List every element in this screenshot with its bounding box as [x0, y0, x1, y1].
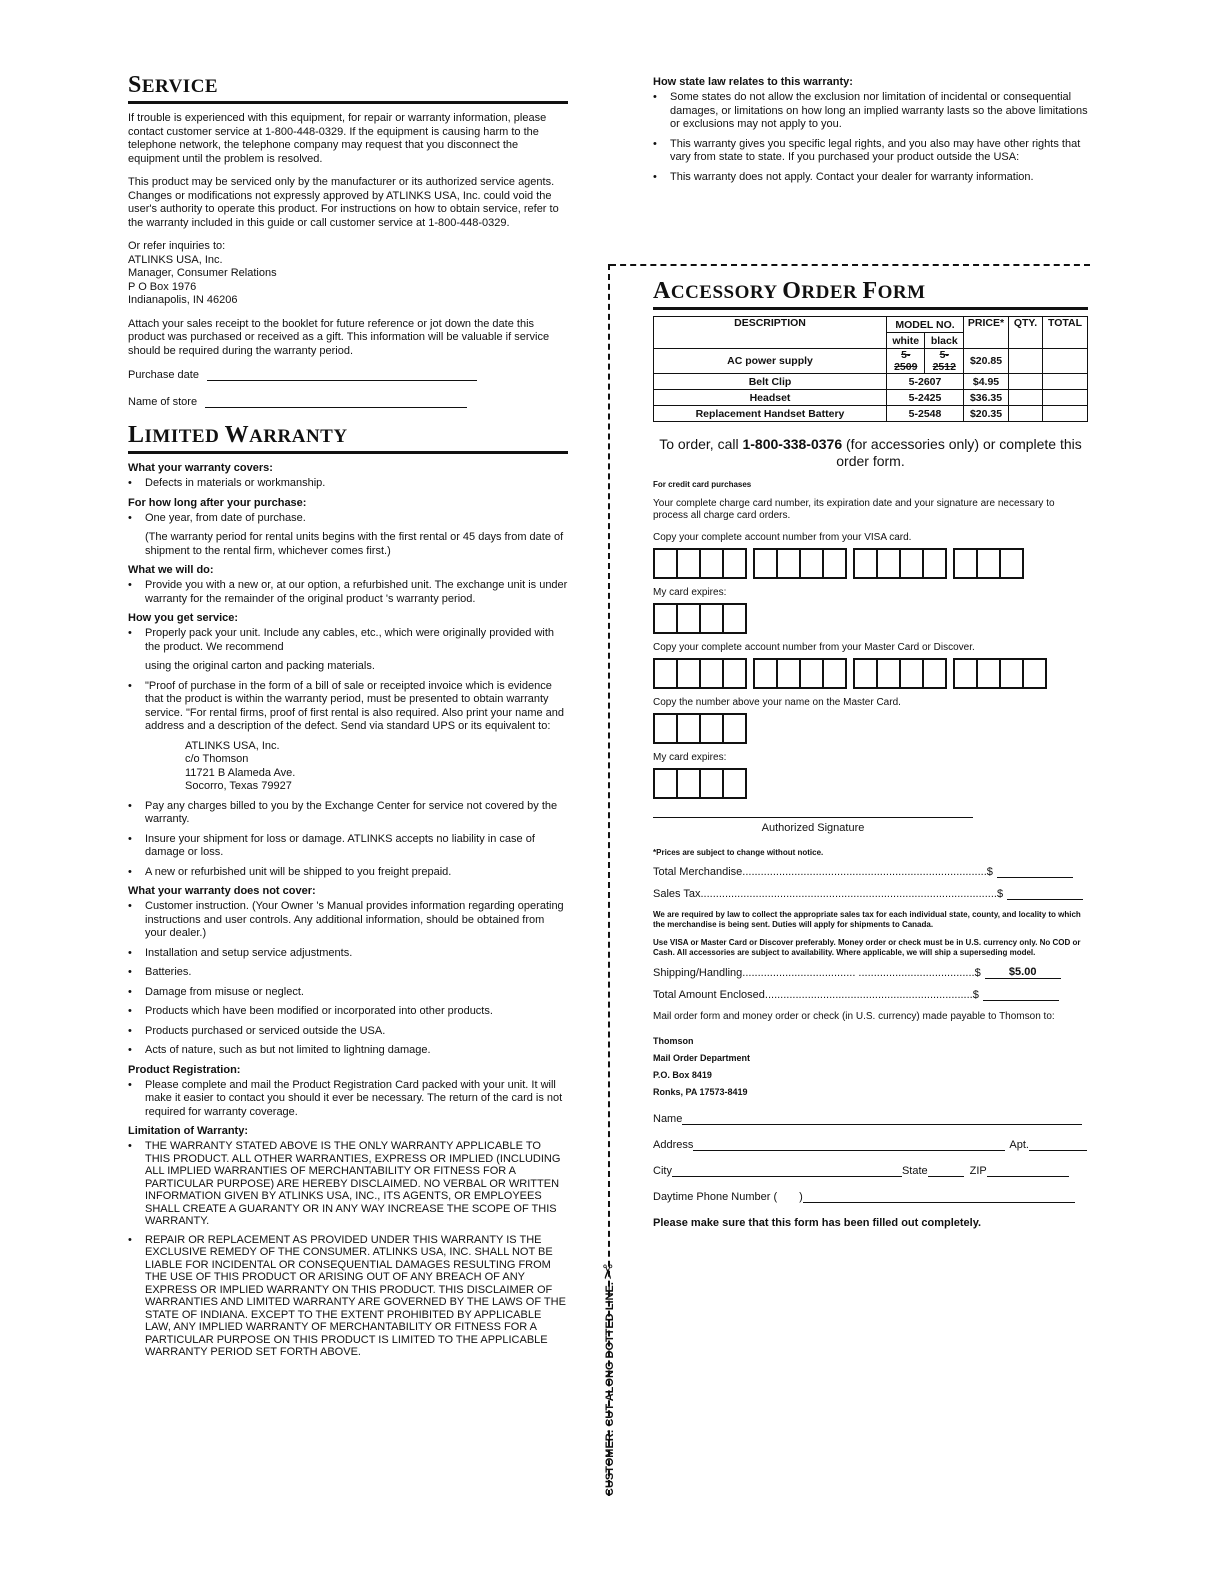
- signature-label: Authorized Signature: [761, 822, 865, 834]
- list-item-cont: using the original carton and packing materials.: [145, 660, 375, 672]
- mc-name-label: Copy the number above your name on the Master Card.: [653, 697, 901, 708]
- mc-copy-label: Copy your complete account number from your Master Card or Discover.: [653, 642, 975, 653]
- limitation-label: Limitation of Warranty:: [128, 1125, 248, 1137]
- willdo-label: What we will do:: [128, 564, 214, 576]
- list-item: • Defects in materials or workmanship.: [128, 477, 568, 491]
- credit-label: For credit card purchases: [653, 480, 752, 489]
- list-item: • Products purchased or serviced outside the USA.: [128, 1025, 568, 1039]
- list-item: • Acts of nature, such as but not limited to lightning damage.: [128, 1044, 568, 1058]
- left-column: [128, 72, 568, 1365]
- service-paragraph-1: If trouble is experienced with this equipment, for repair or warranty information, please contact customer service at 1-800-448-0329. If the equipment is causing harm to the telephone network, the telephone company may request that you disconnect the equipment until the problem is resolved.: [128, 112, 547, 165]
- prices-note: *Prices are subject to change without notice.: [653, 848, 824, 857]
- getservice-label: How you get service:: [128, 612, 239, 624]
- final-note: Please make sure that this form has been filled out completely.: [653, 1217, 982, 1229]
- address-field[interactable]: Address Apt.: [653, 1139, 1088, 1151]
- mail-address: Thomson Mail Order Department P.O. Box 8419 Ronks, PA 17573-8419: [653, 1036, 751, 1097]
- list-item: • Pay any charges billed to you by the Exchange Center for service not covered by the warranty.: [128, 800, 568, 827]
- list-item: • THE WARRANTY STATED ABOVE IS THE ONLY WARRANTY APPLICABLE TO THIS PRODUCT. ALL OTHER WARRANTIES, EXPRESS OR IMPLIED (INCLUDING ALL IMPLIED WARRANTIES OF MERCHANTABILITY OR FITNESS FOR A PARTICULAR PURPOSE) ARE HEREBY DISCLAIMED. NO VERBAL OR WRITTEN INFORMATION GIVEN BY ATLINKS USA, INC., ITS AGENTS, OR EMPLOYEES SHALL CREATE A GUARANTY OR IN ANY WAY INCREASE THE SCOPE OF THIS WARRANTY.: [128, 1140, 568, 1228]
- service-paragraph-2: This product may be serviced only by the manufacturer or its authorized service agents. Changes or modifications not expressly approved by ATLINKS USA, Inc. could void the user's authority to operate this product. For instructions on how to obtain service, refer to the warranty included in this guide or call customer service at 1-800-448-0329.: [128, 176, 559, 229]
- visa-expiry-boxes[interactable]: [653, 603, 1088, 634]
- list-item: • Please complete and mail the Product Registration Card packed with your unit. It will make it easier to contact you should it ever be necessary. The return of the card is not required for warranty coverage.: [128, 1079, 568, 1120]
- shipping-row: Shipping/Handling ..................................... ......................................$ $5.00: [653, 966, 1088, 979]
- header-price: PRICE*: [964, 317, 1009, 349]
- list-item: • Installation and setup service adjustments.: [128, 947, 568, 961]
- sales-tax-row[interactable]: Sales Tax .................................................................................................$: [653, 888, 1088, 900]
- mc-expiry-boxes[interactable]: [653, 768, 1088, 799]
- rental-note: (The warranty period for rental units begins with the first rental or 45 days from date of shipment to the rental firm, whichever comes first.): [145, 531, 564, 557]
- list-item: • Properly pack your unit. Include any cables, etc., which were originally provided with the product. We recommend: [128, 627, 568, 654]
- header-model: MODEL NO.: [887, 317, 964, 333]
- total-cell[interactable]: [1043, 374, 1088, 390]
- qty-cell[interactable]: [1009, 406, 1043, 422]
- scissors-icon: ✂: [595, 1263, 618, 1281]
- cut-instruction: CUSTOMER: CUT ALONG DOTTED LINE.: [604, 1282, 616, 1496]
- warranty-title: LIMITED WARRANTY: [128, 422, 568, 454]
- list-item: • This warranty gives you specific legal rights, and you also may have other rights that vary from state to state. If you purchased your product outside the USA:: [653, 138, 1093, 165]
- list-item: • Customer instruction. (Your Owner 's Manual provides information regarding operating instructions and user controls. Any additional information, should be obtained from your dealer.): [128, 900, 568, 941]
- header-black: black: [925, 333, 964, 349]
- purchase-date-field[interactable]: Purchase date: [128, 368, 568, 381]
- list-item: • This warranty does not apply. Contact your dealer for warranty information.: [653, 171, 1093, 185]
- list-item: • Damage from misuse or neglect.: [128, 986, 568, 1000]
- mail-text: Mail order form and money order or check (in U.S. currency) made payable to Thomson to:: [653, 1011, 1055, 1022]
- covers-label: What your warranty covers:: [128, 462, 273, 474]
- qty-cell[interactable]: [1009, 349, 1043, 374]
- qty-cell[interactable]: [1009, 390, 1043, 406]
- mc-name-boxes[interactable]: [653, 713, 1088, 744]
- table-row: Belt Clip 5-2607 $4.95: [654, 374, 1088, 390]
- city-state-zip-field[interactable]: City State ZIP: [653, 1165, 1088, 1177]
- header-description: DESCRIPTION: [654, 317, 887, 349]
- signature-line[interactable]: [653, 817, 973, 818]
- table-row: Replacement Handset Battery 5-2548 $20.35: [654, 406, 1088, 422]
- header-white: white: [887, 333, 925, 349]
- table-header-row: [654, 317, 1088, 333]
- ship-address: ATLINKS USA, Inc. c/o Thomson 11721 B Alameda Ave. Socorro, Texas 79927: [185, 739, 296, 792]
- list-item: • REPAIR OR REPLACEMENT AS PROVIDED UNDER THIS WARRANTY IS THE EXCLUSIVE REMEDY OF THE CONSUMER. ATLINKS USA, INC. SHALL NOT BE LIABLE FOR INCIDENTAL OR CONSEQUENTIAL DAMAGES RESULTING FROM THE USE OF THIS PRODUCT OR ARISING OUT OF ANY BREACH OF ANY EXPRESS OR IMPLIED WARRANTY ON THIS PRODUCT. THIS DISCLAIMER OF WARRANTIES AND LIMITED WARRANTY ARE GOVERNED BY THE LAWS OF THE STATE OF INDIANA. EXCEPT TO THE EXTENT PROHIBITED BY APPLICABLE LAW, ANY IMPLIED WARRANTY OF MERCHANTABILITY OR FITNESS FOR A PARTICULAR PURPOSE ON THIS PRODUCT IS LIMITED TO THE APPLICABLE WARRANTY PERIOD SET FORTH ABOVE.: [128, 1234, 568, 1359]
- to-order-text: To order, call 1-800-338-0376 (for accessories only) or complete this order form.: [659, 436, 1082, 469]
- service-paragraph-3: Attach your sales receipt to the booklet for future reference or jot down the date this product was purchased or received as a gift. This information will be valuable if service should be required during the warranty period.: [128, 317, 550, 357]
- table-row: Headset 5-2425 $36.35: [654, 390, 1088, 406]
- order-table: [653, 316, 1088, 422]
- visa-number-boxes[interactable]: [653, 548, 1088, 579]
- phone-field[interactable]: Daytime Phone Number ( ): [653, 1191, 1088, 1203]
- list-item: • Some states do not allow the exclusion nor limitation of incidental or consequential damages, or limitations on how long an implied warranty lasts so the above limitations or exclusions may not apply to you.: [653, 91, 1093, 132]
- registration-label: Product Registration:: [128, 1063, 241, 1076]
- expires-label-2: My card expires:: [653, 752, 727, 763]
- list-item: • One year, from date of purchase.: [128, 512, 568, 526]
- service-title: SERVICE: [128, 72, 568, 104]
- list-item: • Provide you with a new or, at our option, a refurbished unit. The exchange unit is under warranty for the remainder of the original product 's warranty period.: [128, 579, 568, 606]
- name-field[interactable]: Name: [653, 1113, 1088, 1125]
- qty-cell[interactable]: [1009, 374, 1043, 390]
- statelaw-label: How state law relates to this warranty:: [653, 76, 853, 88]
- notcover-label: What your warranty does not cover:: [128, 885, 316, 897]
- list-item: • Products which have been modified or incorporated into other products.: [128, 1005, 568, 1019]
- expires-label: My card expires:: [653, 587, 727, 598]
- total-merchandise-row[interactable]: Total Merchandise ................................................................................$: [653, 866, 1088, 878]
- total-cell[interactable]: [1043, 349, 1088, 374]
- total-cell[interactable]: [1043, 406, 1088, 422]
- total-enclosed-row[interactable]: Total Amount Enclosed ....................................................................$: [653, 989, 1088, 1001]
- credit-text: Your complete charge card number, its expiration date and your signature are necessary to process all charge card orders.: [653, 498, 1055, 521]
- table-row: AC power supply 5-2509 5-2512 $20.85: [654, 349, 1088, 374]
- list-item: • "Proof of purchase in the form of a bill of sale or receipted invoice which is evidence that the product is within the warranty period, must be presented to obtain warranty service. "For rental firms, proof of first rental is also required. Also print your name and address and a description of the defect. Send via standard UPS or its equivalent to:: [128, 680, 568, 734]
- tax-note: We are required by law to collect the appropriate sales tax for each individual state, county, and locality to which the merchandise is being sent. Duties will apply for shipments to Canada.: [653, 910, 1081, 929]
- mc-number-boxes[interactable]: [653, 658, 1088, 689]
- payment-note: Use VISA or Master Card or Discover preferably. Money order or check must be in U.S. currency only. No COD or Cash. All accessories are subject to availability. Where applicable, we will ship a superseding model.: [653, 938, 1081, 957]
- total-cell[interactable]: [1043, 390, 1088, 406]
- cut-line-horizontal: [610, 264, 1090, 266]
- order-form-title: ACCESSORY ORDER FORM: [653, 278, 1088, 310]
- header-total: TOTAL: [1043, 317, 1088, 349]
- header-qty: QTY.: [1009, 317, 1043, 349]
- name-of-store-field[interactable]: Name of store: [128, 395, 568, 408]
- list-item: • Insure your shipment for loss or damage. ATLINKS accepts no liability in case of damage or loss.: [128, 833, 568, 860]
- visa-copy-label: Copy your complete account number from your VISA card.: [653, 532, 912, 543]
- howlong-label: For how long after your purchase:: [128, 496, 307, 509]
- right-column: [653, 72, 1093, 190]
- list-item: • Batteries.: [128, 966, 568, 980]
- refer-address: Or refer inquiries to: ATLINKS USA, Inc. Manager, Consumer Relations P O Box 1976 Indianapolis, IN 46206: [128, 240, 277, 306]
- order-form: [653, 278, 1088, 1229]
- list-item: • A new or refurbished unit will be shipped to you freight prepaid.: [128, 866, 568, 880]
